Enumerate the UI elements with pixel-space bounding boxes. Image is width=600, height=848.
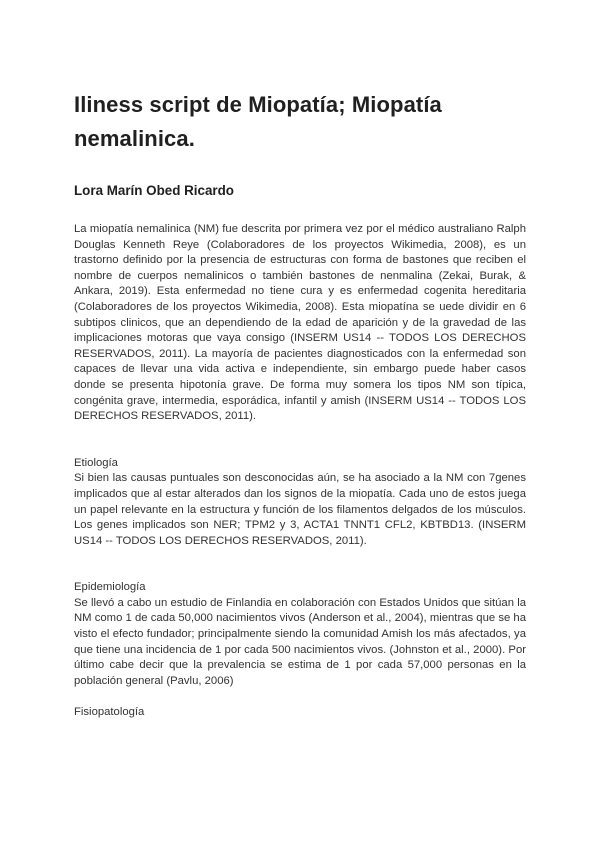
document-author: Lora Marín Obed Ricardo — [74, 183, 234, 198]
intro-paragraph: La miopatía nemalinica (NM) fue descrita por primera vez por el médico australiano Ralph Douglas Kenneth Reye (Colaboradores de los proyectos Wikimedia, 2008), es un trastorno definido por la presencia de estructuras con forma de bastones que reciben el nombre de cuerpos nemalinicos o también bastones de nenmalina (Zekai, Burak, & Ankara, 2019). Esta enfermedad no tiene cura y es enfermedad cogenita hereditaria (Colaboradores de los proyectos Wikimedia, 2008). Esta miopatína se uede dividir en 6 subtipos clinicos, que an dependiendo de la edad de aparición y de la gravedad de las implicaciones motoras que vaya consigo (INSERM US14 -- TODOS LOS DERECHOS RESERVADOS, 2011). La mayoría de pacientes diagnosticados con la enfermedad son capaces de llevar una vida activa e independiente, sin embargo puede haber casos donde se presenta hipotonía grave. De forma muy somera los tipos NM son típica, congénita grave, intermedia, esporádica, infantil y amish (INSERM US14 -- TODOS LOS DERECHOS RESERVADOS, 2011). — [74, 223, 526, 423]
section-heading-epidemiologia: Epidemiología — [74, 581, 146, 594]
section-heading-etiologia: Etiología — [74, 456, 118, 469]
section-heading-fisiopatologia: Fisiopatología — [74, 706, 145, 719]
section-etiologia — [74, 456, 526, 550]
section-body-etiologia: Si bien las causas puntuales son desconocidas aún, se ha asociado a la NM con 7genes implicados que al estar alterados dan los signos de la miopatía. Cada uno de estos juega un papel relevante en la estructura y función de los filamentos delgados de los músculos. Los genes implicados son NER; TPM2 y 3, ACTA1 TNNT1 CFL2, KBTBD13. (INSERM US14 -- TODOS LOS DERECHOS RESERVADOS, 2011). — [74, 472, 526, 547]
document-title: Iliness script de Miopatía; Miopatía nemalinica. — [74, 92, 442, 151]
document-content — [74, 88, 526, 721]
section-body-epidemiologia: Se llevó a cabo un estudio de Finlandia en colaboración con Estados Unidos que sitúan la NM como 1 de cada 50,000 nacimientos vivos (Anderson et al., 2004), mientras que se ha visto el efecto fundador; principalmente siendo la comunidad Amish los más afectados, ya que tiene una incidencia de 1 por cada 500 nacimientos vivos. (Johnston et al., 2000). Por último cabe decir que la prevalencia se estima de 1 por cada 57,000 personas en la población general (Pavlu, 2006) — [74, 596, 526, 687]
section-fisiopatologia — [74, 705, 526, 721]
section-epidemiologia — [74, 580, 526, 689]
